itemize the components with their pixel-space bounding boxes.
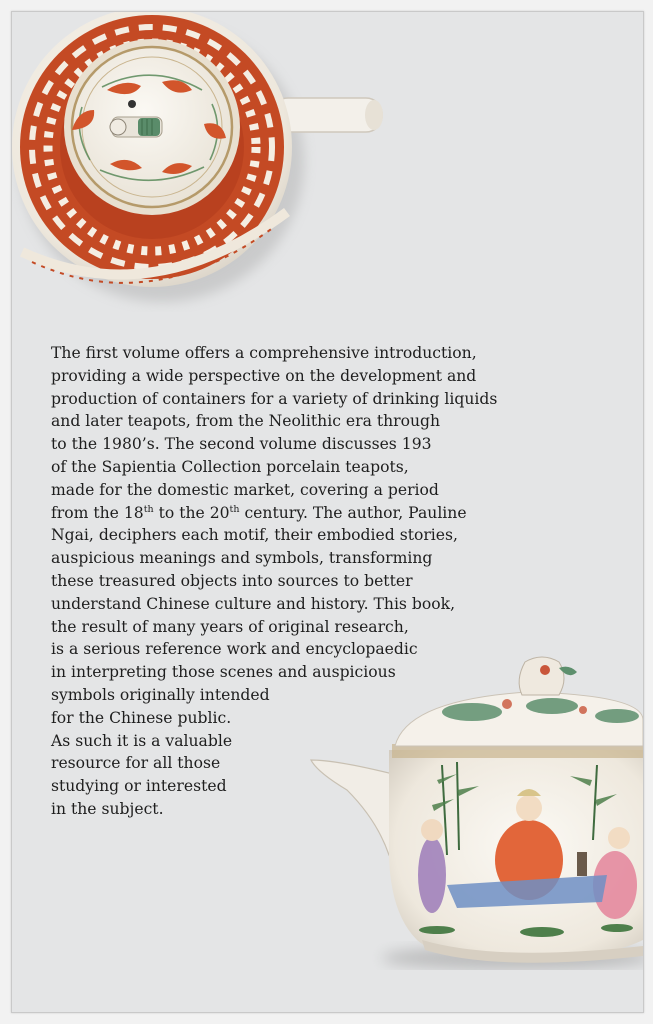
- text-line: for the Chinese public.: [51, 708, 232, 727]
- text-line: of the Sapientia Collection porcelain teapots,: [51, 457, 409, 476]
- text-segment: to the 20: [153, 503, 230, 522]
- text-line: resource for all those: [51, 754, 221, 773]
- famille-rose-teapot-side-view-image: [297, 640, 643, 970]
- teapot-lid-top-view-image: [12, 12, 402, 312]
- superscript: th: [229, 503, 240, 515]
- text-line: in the subject.: [51, 799, 164, 818]
- text-line: understand Chinese culture and history. This book,: [51, 594, 456, 613]
- text-line: [51, 502, 511, 525]
- text-line: the result of many years of original research,: [51, 617, 409, 636]
- text-line: Ngai, deciphers each motif, their embodied stories,: [51, 526, 458, 545]
- book-page: [11, 11, 644, 1013]
- text-line: is a serious reference work and encyclopaedic: [51, 640, 418, 659]
- text-segment: from the 18: [51, 503, 144, 522]
- text-segment: century. The author, Pauline: [239, 503, 467, 522]
- text-line: and later teapots, from the Neolithic era through: [51, 412, 441, 431]
- text-line: in interpreting those scenes and auspicious: [51, 663, 396, 682]
- text-line: providing a wide perspective on the development and: [51, 366, 477, 385]
- text-line: made for the domestic market, covering a period: [51, 480, 439, 499]
- text-line: to the 1980’s. The second volume discusses 193: [51, 435, 432, 454]
- text-line: these treasured objects into sources to better: [51, 571, 413, 590]
- text-line: As such it is a valuable: [51, 731, 233, 750]
- text-line: studying or interested: [51, 777, 227, 796]
- text-line: auspicious meanings and symbols, transforming: [51, 549, 433, 568]
- text-line: symbols originally intended: [51, 685, 270, 704]
- superscript: th: [143, 503, 154, 515]
- text-line: The first volume offers a comprehensive introduction,: [51, 344, 477, 362]
- text-line: production of containers for a variety of drinking liquids: [51, 389, 498, 408]
